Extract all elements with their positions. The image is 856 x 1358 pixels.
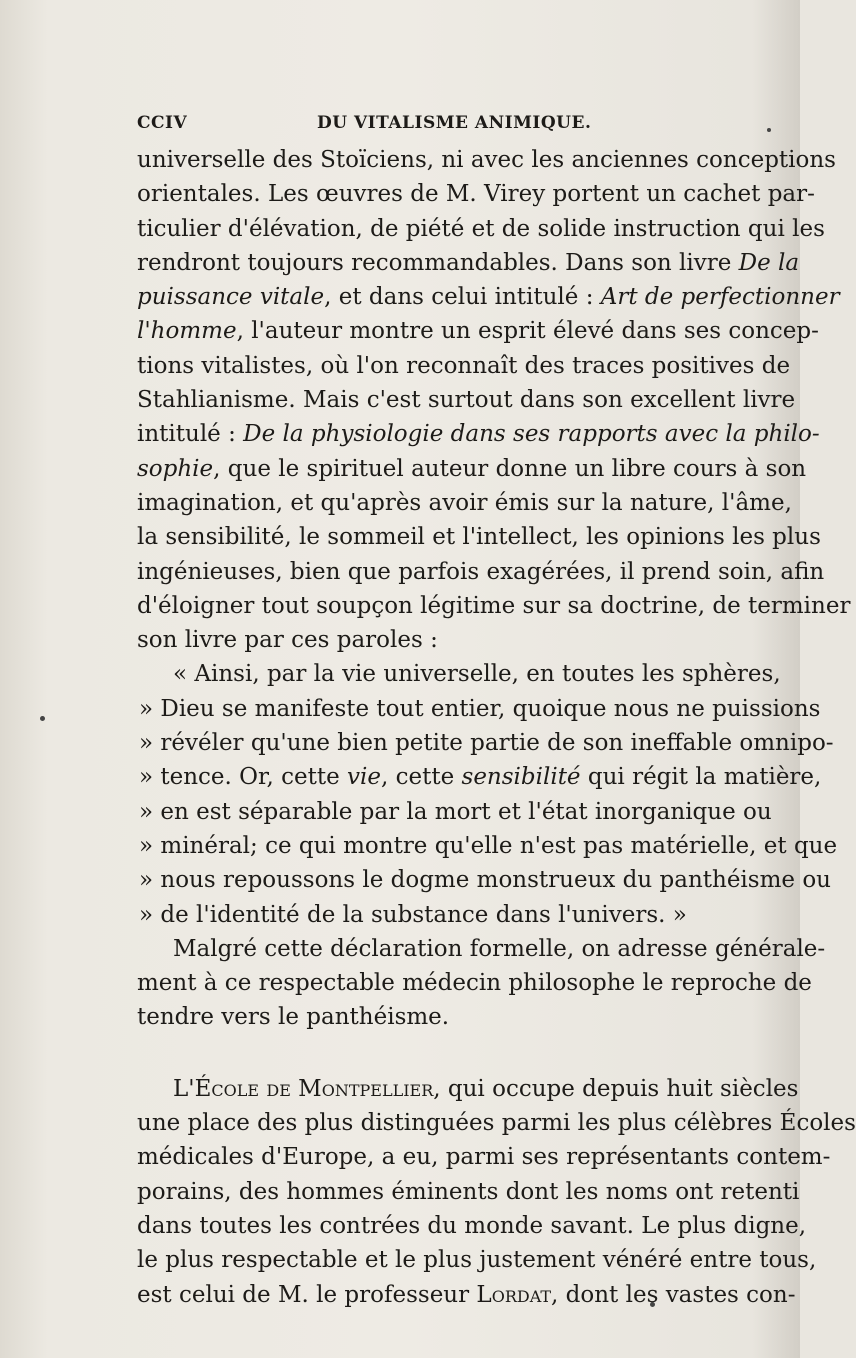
paragraph-gap	[137, 1035, 753, 1072]
italic-run: sensibilité	[461, 764, 581, 791]
quote-line	[137, 760, 822, 794]
text-line	[137, 417, 820, 451]
page-number: CCIV	[137, 113, 188, 133]
text-line: ticulier d'élévation, de piété et de solide instruction qui les	[137, 215, 825, 242]
italic-run: vie	[347, 764, 381, 791]
text-line	[137, 280, 840, 314]
text-line: tions vitalistes, où l'on reconnaît des traces positives de	[137, 352, 791, 379]
text-run: , l'auteur montre un esprit élevé dans ses concep-	[236, 318, 819, 345]
text-run: , et dans celui intitulé :	[324, 284, 601, 311]
text-line	[137, 314, 819, 348]
text-run: intitulé :	[137, 421, 244, 448]
running-title: DU VITALISME ANIMIQUE.	[317, 113, 592, 133]
text-run: , qui occupe depuis huit siècles	[433, 1075, 799, 1102]
text-line: dans toutes les contrées du monde savant. Le plus digne,	[137, 1212, 807, 1239]
text-line: ingénieuses, bien que parfois exagérées, il prend soin, afin	[137, 558, 825, 585]
quote-line: » nous repoussons le dogme monstrueux du panthéisme ou	[139, 867, 831, 894]
quote-line: » Dieu se manifeste tout entier, quoique nous ne puissions	[139, 695, 821, 722]
text-line	[137, 452, 807, 486]
text-run: rendront toujours recommandables. Dans son livre	[137, 249, 739, 276]
text-line: médicales d'Europe, a eu, parmi ses représentants contem-	[137, 1144, 831, 1171]
italic-run: De la physiologie dans ses rapports avec la philo-	[243, 421, 820, 448]
text-line: tendre vers le panthéisme.	[137, 1004, 450, 1031]
text-line: Stahlianisme. Mais c'est surtout dans son excellent livre	[137, 387, 796, 414]
text-line: orientales. Les œuvres de M. Virey portent un cachet par-	[137, 181, 815, 208]
text-run: » tence. Or, cette	[139, 764, 348, 791]
text-line	[137, 1278, 796, 1312]
quote-line: » en est séparable par la mort et l'état inorganique ou	[139, 798, 772, 825]
small-caps-run: Lordat	[476, 1281, 552, 1308]
body-text	[137, 143, 856, 1312]
text-line: une place des plus distinguées parmi les plus célèbres Écoles	[137, 1110, 856, 1137]
text-line	[137, 246, 800, 280]
text-line	[137, 1072, 799, 1106]
italic-run: De la	[738, 249, 800, 276]
text-line: le plus respectable et le plus justement vénéré entre tous,	[137, 1247, 817, 1274]
text-line: imagination, et qu'après avoir émis sur la nature, l'âme,	[137, 489, 792, 516]
ink-speck	[767, 128, 771, 132]
small-caps-run: L'École de Montpellier	[173, 1075, 434, 1102]
text-run: , dont les vastes con-	[551, 1281, 796, 1308]
text-run: qui régit la matière,	[580, 764, 822, 791]
text-line: universelle des Stoïciens, ni avec les anciennes conceptions	[137, 147, 836, 173]
text-run: , que le spirituel auteur donne un libre cours à son	[213, 455, 807, 482]
text-line: ment à ce respectable médecin philosophe le reproche de	[137, 970, 812, 997]
text-line: la sensibilité, le sommeil et l'intellect, les opinions les plus	[137, 524, 821, 551]
quote-line: » minéral; ce qui montre qu'elle n'est pas matérielle, et que	[139, 832, 838, 859]
italic-run: Art de perfectionner	[600, 284, 840, 311]
text-line: son livre par ces paroles :	[137, 627, 438, 654]
quote-line: « Ainsi, par la vie universelle, en toutes les sphères,	[173, 661, 781, 688]
quote-line: » révéler qu'une bien petite partie de son ineffable omnipo-	[139, 730, 834, 757]
text-line: d'éloigner tout soupçon légitime sur sa doctrine, de terminer	[137, 592, 851, 619]
text-run: , cette	[380, 764, 462, 791]
text-run: est celui de M. le professeur	[137, 1281, 477, 1308]
text-line: porains, des hommes éminents dont les noms ont retenti	[137, 1178, 800, 1205]
text-line: Malgré cette déclaration formelle, on adresse générale-	[173, 935, 826, 962]
italic-run: l'homme	[137, 318, 237, 345]
ink-speck	[40, 716, 45, 721]
italic-run: puissance vitale	[137, 284, 325, 311]
quote-line: » de l'identité de la substance dans l'univers. »	[139, 901, 687, 928]
italic-run: sophie	[137, 455, 214, 482]
running-header	[137, 113, 757, 139]
